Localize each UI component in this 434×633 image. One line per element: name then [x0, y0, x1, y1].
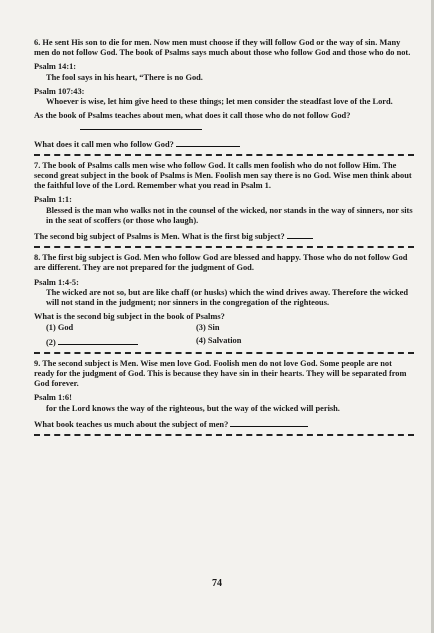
- answer-blank[interactable]: [287, 230, 313, 239]
- section-8-question: What is the second big subject in the book of Psalms?: [34, 312, 225, 322]
- section-9-question-text: What book teaches us much about the subject of men?: [34, 419, 229, 429]
- section-divider: [34, 434, 414, 436]
- section-6-ref2: Psalm 107:43:: [34, 86, 85, 96]
- section-9-quote: for the Lord knows the way of the righteous, but the way of the wicked will perish.: [46, 403, 340, 413]
- answer-blank[interactable]: [80, 121, 202, 130]
- answer-blank[interactable]: [230, 418, 308, 427]
- option-2-label: (2): [46, 337, 56, 347]
- section-divider: [34, 246, 414, 248]
- section-7-question-text: The second big subject of Psalms is Men. What is the first big subject?: [34, 232, 285, 242]
- section-6: [34, 38, 414, 150]
- section-7-question: [34, 230, 414, 242]
- section-8-ref: Psalm 1:4-5:: [34, 277, 79, 287]
- option-4: (4) Salvation: [196, 335, 242, 345]
- answer-blank[interactable]: [176, 138, 240, 147]
- section-9-question: [34, 418, 414, 430]
- section-6-question2-text: What does it call men who follow God?: [34, 139, 174, 149]
- section-7: [34, 161, 414, 242]
- section-7-ref: Psalm 1:1:: [34, 195, 72, 205]
- section-6-quote1: The fool says in his heart, “There is no God.: [46, 72, 203, 82]
- section-6-quote2: Whoever is wise, let him give heed to these things; let men consider the steadfast love of the Lord.: [46, 97, 393, 107]
- section-6-text: 6. He sent His son to die for men. Now men must choose if they will follow God or the way of sin. Many men do not follow God. The book of Psalms says much about those who follow God and those who do not.: [34, 38, 411, 58]
- section-9: [34, 359, 414, 430]
- section-7-text: 7. The book of Psalms calls men wise who follow God. It calls men foolish who do not follow Him. The second great subject in the book of Psalms is Men. Foolish men say there is no God. Wise men think about the faithful love of the Lord. Remember what you read in Psalm 1.: [34, 160, 412, 191]
- page-content: [34, 38, 414, 441]
- section-6-question2: [34, 138, 414, 150]
- answer-options: [34, 323, 414, 347]
- section-6-ref1: Psalm 14:1:: [34, 62, 77, 72]
- section-8: [34, 253, 414, 348]
- option-2: [46, 336, 196, 348]
- section-9-text: 9. The second subject is Men. Wise men love God. Foolish men do not love God. Some people are not ready for the judgment of God. This is because they have sin in their hearts. They will be separated from God forever.: [34, 358, 407, 389]
- section-6-question1-text: As the book of Psalms teaches about men, what does it call those who do not follow God?: [34, 111, 351, 121]
- section-6-question1: [34, 111, 414, 133]
- page-number: 74: [212, 578, 222, 589]
- section-divider: [34, 352, 414, 354]
- section-divider: [34, 154, 414, 156]
- section-8-text: 8. The first big subject is God. Men who follow God are blessed and happy. Those who do not follow God are different. They are not prepared for the judgment of God.: [34, 253, 408, 273]
- section-9-ref: Psalm 1:6!: [34, 393, 72, 403]
- section-8-quote: The wicked are not so, but are like chaff (or husks) which the wind drives away. Therefore the wicked will not stand in the judgment; nor sinners in the congregation of the righteous.: [46, 287, 408, 308]
- option-3: (3) Sin: [196, 323, 220, 333]
- section-7-quote: Blessed is the man who walks not in the counsel of the wicked, nor stands in the way of sinners, nor sits in the seat of scoffers (or those who laugh).: [46, 205, 413, 225]
- option-1: (1) God: [46, 323, 74, 333]
- answer-blank[interactable]: [58, 336, 138, 345]
